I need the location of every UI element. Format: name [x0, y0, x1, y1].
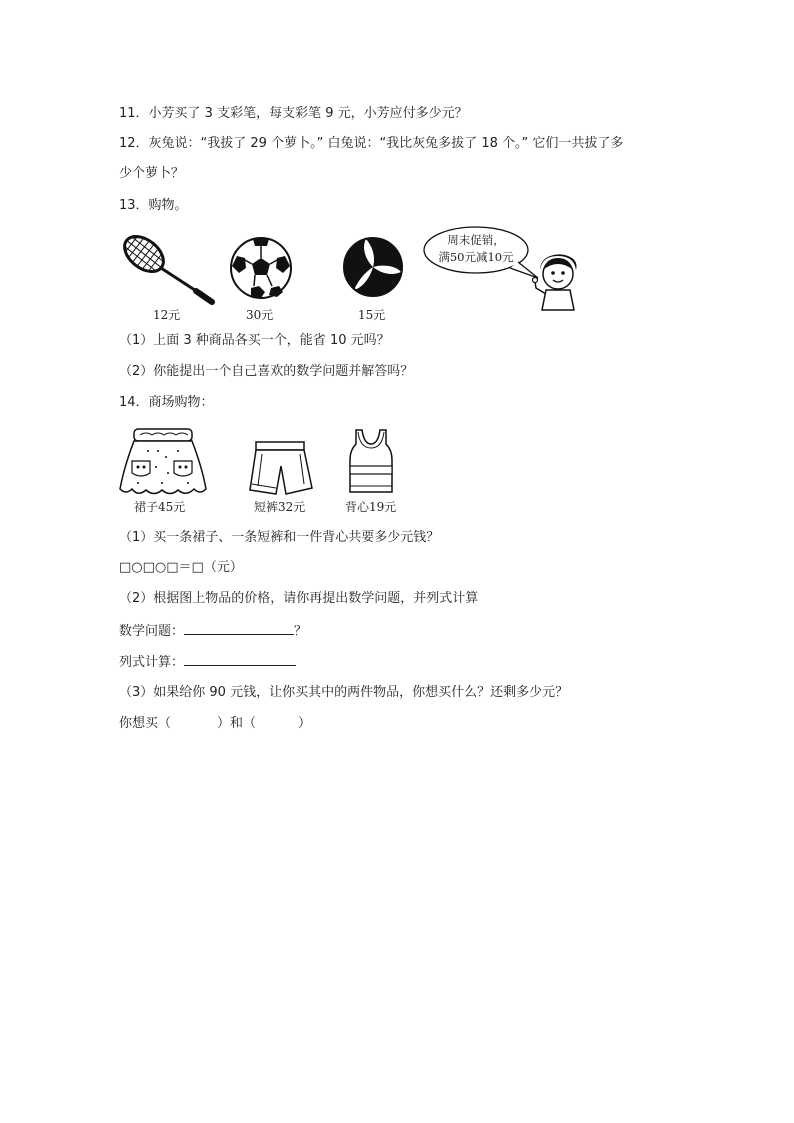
- math-question-blank[interactable]: [184, 622, 294, 635]
- question-11: 11．小芳买了 3 支彩笔，每支彩笔 9 元，小芳应付多少元？: [119, 106, 468, 121]
- want-row: [119, 715, 311, 733]
- skirt-icon: [118, 427, 208, 503]
- shorts-label: 短裤32元: [254, 500, 306, 514]
- volleyball-icon: [342, 236, 404, 302]
- want-end: ）: [298, 716, 312, 731]
- want-label: 你想买（: [119, 716, 172, 731]
- calc-blank[interactable]: [184, 653, 296, 666]
- question-13-sub1: （1）上面 3 种商品各买一个，能省 10 元吗？: [119, 333, 390, 348]
- question-14-title: 14．商场购物：: [119, 395, 214, 410]
- math-question-end: ？: [294, 624, 308, 639]
- formula: □○□○□＝□（元）: [119, 560, 243, 575]
- vest-label: 背心19元: [345, 500, 397, 514]
- math-question-row: [119, 622, 307, 641]
- soccer-ball-price: 30元: [246, 308, 274, 322]
- question-14-sub1: （1）买一条裙子、一条短裤和一件背心共要多少元钱？: [119, 530, 440, 545]
- vest-icon: [346, 428, 396, 500]
- badminton-racket-icon: [118, 232, 218, 310]
- bubble-line1: 周末促销，: [447, 233, 505, 247]
- racket-price: 12元: [153, 308, 181, 322]
- volleyball-price: 15元: [358, 308, 386, 322]
- skirt-label: 裙子45元: [134, 500, 186, 514]
- calc-row: [119, 653, 296, 672]
- calc-label: 列式计算：: [119, 655, 185, 670]
- question-14-sub3: （3）如果给你 90 元钱，让你买其中的两件物品，你想买什么？还剩多少元？: [119, 685, 569, 700]
- bubble-line2: 满50元减10元: [438, 250, 514, 264]
- want-mid: ）和（: [217, 716, 257, 731]
- question-12-line1: 12．灰兔说：“我拔了 29 个萝卜。” 白兔说：“我比灰兔多拔了 18 个。” 它们一共拔了多: [119, 136, 624, 151]
- question-13-title: 13．购物。: [119, 198, 188, 213]
- boy-icon: [532, 252, 582, 316]
- question-14-sub2: （2）根据图上物品的价格，请你再提出数学问题，并列式计算: [119, 591, 479, 606]
- math-question-label: 数学问题：: [119, 624, 185, 639]
- shorts-icon: [248, 440, 314, 500]
- question-13-sub2: （2）你能提出一个自己喜欢的数学问题并解答吗？: [119, 364, 414, 379]
- question-12-line2: 少个萝卜？: [119, 166, 185, 181]
- soccer-ball-icon: [229, 236, 293, 304]
